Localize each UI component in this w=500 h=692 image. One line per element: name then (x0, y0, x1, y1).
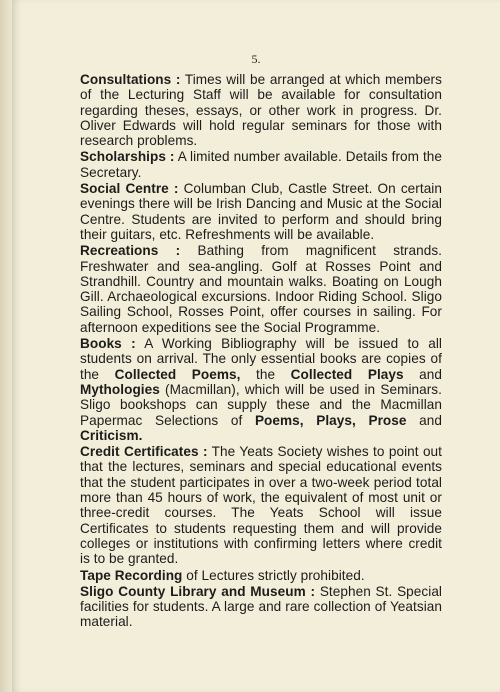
book-title: Criticism. (80, 427, 143, 443)
section-text: A limited number available. Details from the Secretary. (80, 149, 443, 180)
section-books (80, 336, 442, 443)
section-text: The Yeats Society wishes to point out that the lectures, seminars and special educational events that the student participates in over a two-week period total more than 45 hours of work, the equivalent of most unit or three-credit courses. The Yeats School will issue Certificates to students requesting them and will provide colleges or institutions with confirming letters where credit is to be granted. (80, 444, 442, 567)
section-heading: Tape Recording (80, 567, 183, 583)
book-title: Mythologies (80, 381, 160, 397)
section-social-centre (80, 181, 442, 242)
section-text: Bathing from magnificent strands. Freshwater and sea-angling. Golf at Rosses Point and Strandhill. Country and mountain walks. Boating on Lough Gill. Archaeological excursions. Indoor Riding School. Sligo Sailing School, Rosses Point, offer courses in sailing. For afternoon expeditions see the Social Programme. (80, 243, 442, 335)
section-text: Times will be arranged at which members of the Lecturing Staff will be available for consultation regarding theses, essays, or other work in progress. Dr. Oliver Edwards will hold regular seminars for those with research problems. (80, 72, 442, 149)
section-heading: Consultations : (80, 72, 181, 87)
section-text: Columban Club, Castle Street. On certain evenings there will be Irish Dancing and Music at the Social Centre. Students are invited to perform and should bring their guitars, etc. Refreshments will be available. (80, 181, 442, 242)
section-text: the (240, 366, 291, 382)
section-credit-certificates (80, 444, 442, 566)
section-consultations (80, 72, 442, 148)
section-text: (Macmillan), which will be used in Seminars. Sligo bookshops can supply these and the Macmillan Papermac Selections of (80, 381, 442, 428)
section-heading: Scholarships : (80, 149, 175, 165)
book-title: Collected Poems, (114, 366, 241, 382)
section-heading: Sligo County Library and Museum : (80, 583, 316, 599)
section-text: and (403, 366, 442, 382)
section-scholarships (80, 149, 442, 180)
section-library-museum (80, 584, 442, 630)
section-heading: Credit Certificates : (80, 444, 208, 460)
section-heading: Books : (80, 336, 136, 352)
section-heading: Social Centre : (80, 181, 179, 197)
page-body (80, 72, 442, 631)
book-title: Poems, Plays, Prose (254, 412, 407, 428)
page-number: 5. (251, 52, 261, 66)
section-text: A Working Bibliography will be issued to all students on arrival. The only essential books are copies of the (80, 336, 442, 382)
section-text: and (406, 412, 442, 428)
section-text: of Lectures strictly prohibited. (182, 567, 365, 583)
section-heading: Recreations : (80, 243, 181, 259)
book-title: Collected Plays (290, 366, 404, 382)
section-tape-recording (80, 568, 442, 583)
section-recreations (80, 243, 442, 335)
page-binding-shadow (0, 0, 12, 692)
section-text: Stephen St. Special facilities for students. A large and rare collection of Yeatsian material. (80, 583, 443, 630)
